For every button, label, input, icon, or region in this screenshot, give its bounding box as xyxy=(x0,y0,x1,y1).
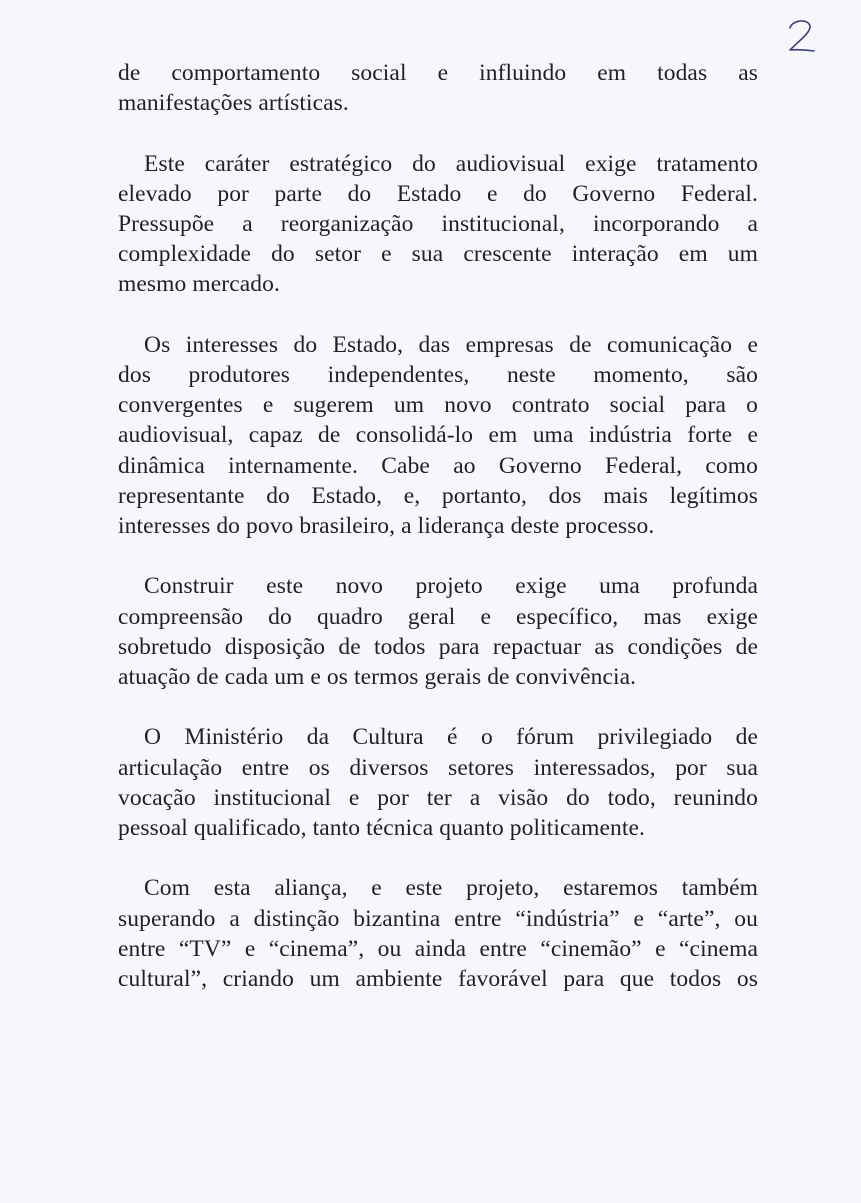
text-line: O Ministério da Cultura é o fórum privilegiado de xyxy=(144,724,758,751)
text-line: pessoal qualificado, tanto técnica quanto politicamente. xyxy=(118,815,645,842)
handwritten-page-number xyxy=(784,14,824,58)
text-line: cultural”, criando um ambiente favorável para que todos os xyxy=(118,966,758,993)
paragraph-2 xyxy=(118,149,758,300)
text-line: articulação entre os diversos setores interessados, por sua xyxy=(118,754,758,781)
text-line: elevado por parte do Estado e do Governo Federal. xyxy=(118,180,758,207)
body-text xyxy=(118,58,758,1024)
text-line: manifestações artísticas. xyxy=(118,90,349,117)
text-line: complexidade do setor e sua crescente interação em um xyxy=(118,241,758,268)
text-line: vocação institucional e por ter a visão do todo, reunindo xyxy=(118,784,758,811)
text-line: interesses do povo brasileiro, a liderança deste processo. xyxy=(118,513,655,540)
paragraph-4 xyxy=(118,571,758,692)
text-line: compreensão do quadro geral e específico, mas exige xyxy=(118,603,758,630)
text-line: Este caráter estratégico do audiovisual exige tratamento xyxy=(144,150,758,177)
paragraph-1 xyxy=(118,58,758,118)
text-line: entre “TV” e “cinema”, ou ainda entre “cinemão” e “cinema xyxy=(118,935,758,962)
handwritten-number-two-glyph xyxy=(784,14,824,58)
paragraph-6 xyxy=(118,873,758,994)
text-line: dinâmica internamente. Cabe ao Governo Federal, como xyxy=(118,452,758,479)
paragraph-5 xyxy=(118,722,758,843)
text-line: Construir este novo projeto exige uma profunda xyxy=(144,573,758,600)
text-line: Pressupõe a reorganização institucional, incorporando a xyxy=(118,211,758,237)
text-line: representante do Estado, e, portanto, dos mais legítimos xyxy=(118,482,758,509)
text-line: superando a distinção bizantina entre “indústria” e “arte”, ou xyxy=(118,905,758,932)
text-line: de comportamento social e influindo em todas as xyxy=(118,60,758,86)
text-line: audiovisual, capaz de consolidá-lo em uma indústria forte e xyxy=(118,422,758,449)
text-line: Com esta aliança, e este projeto, estaremos também xyxy=(144,875,758,902)
paragraph-3 xyxy=(118,330,758,541)
text-line: Os interesses do Estado, das empresas de comunicação e xyxy=(144,331,758,358)
text-line: convergentes e sugerem um novo contrato social para o xyxy=(118,392,758,419)
text-line: dos produtores independentes, neste momento, são xyxy=(118,362,758,388)
text-line: mesmo mercado. xyxy=(118,271,280,298)
text-line: atuação de cada um e os termos gerais de convivência. xyxy=(118,664,637,691)
text-line: sobretudo disposição de todos para repactuar as condições de xyxy=(118,633,758,660)
